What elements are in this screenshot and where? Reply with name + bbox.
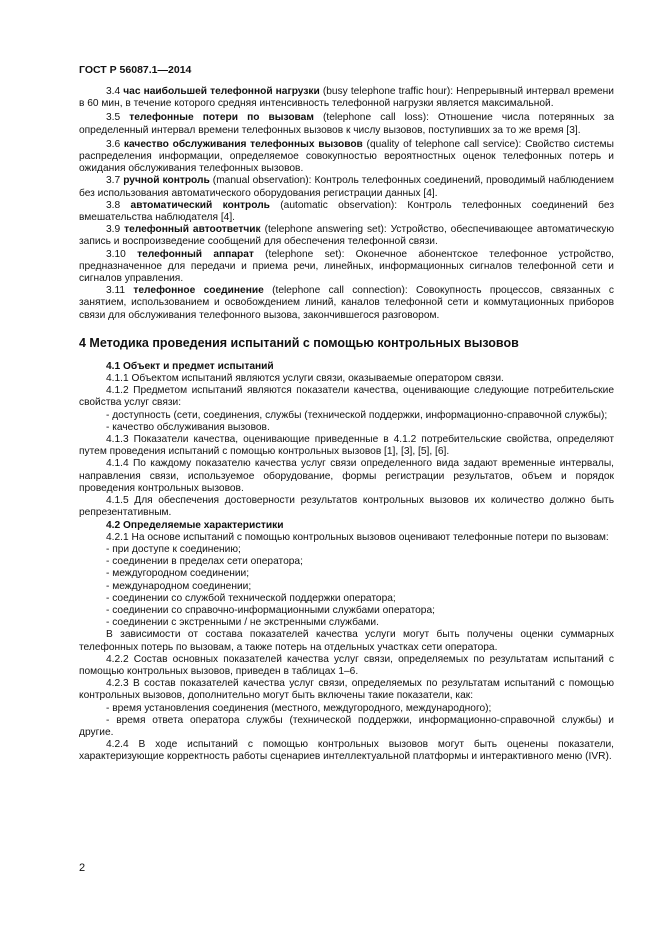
paragraph-4-1-4: 4.1.4 По каждому показателю качества услуг связи определенного вида задают временные интервалы, направления связи, используемое оборудование, формы регистрации результатов, объем и порядок проведения контрольных вызовов.: [79, 458, 614, 494]
definition-3-4: 3.4 час наибольшей телефонной нагрузки (busy telephone traffic hour): Непрерывный интервал времени в 60 мин, в течение которого средняя интенсивность телефонной нагрузки является максимальной.: [79, 86, 614, 110]
document-body: [79, 86, 614, 764]
paragraph-4-2-4: 4.2.4 В ходе испытаний с помощью контрольных вызовов могут быть оценены показатели, характеризующие корректность работы сценариев интеллектуальной платформы и интерактивного меню (IVR).: [79, 739, 614, 763]
definition-3-11: 3.11 телефонное соединение (telephone call connection): Совокупность процессов, связанных с занятием, использованием и освобождением линий, каналов телефонной сети и коммутационных приборов связи для обслуживания телефонного вызова, закончившегося разговором.: [79, 285, 614, 321]
subsection-4-2-title: 4.2 Определяемые характеристики: [106, 519, 284, 531]
list-item: - качество обслуживания вызовов.: [106, 421, 270, 433]
paragraph-4-1-3: 4.1.3 Показатели качества, оценивающие приведенные в 4.1.2 потребительские свойства, определяют путем проведения испытаний с помощью контрольных вызовов [1], [3], [5], [6].: [79, 434, 614, 458]
list-item: - время ответа оператора службы (технической поддержки, информационно-справочной службы) и другие.: [79, 714, 614, 738]
document-header: ГОСТ Р 56087.1—2014: [79, 64, 192, 76]
paragraph-4-2-2: 4.2.2 Состав основных показателей качества услуг связи, определяемых по результатам испытаний с помощью контрольных вызовов, приведен в таблицах 1–6.: [79, 653, 614, 677]
list-item: - соединении с экстренными / не экстренными службами.: [106, 617, 379, 629]
definition-3-9: 3.9 телефонный автоответчик (telephone answering set): Устройство, обеспечивающее автоматическую запись и воспроизведение сообщений для обеспечения телефонной связи.: [79, 224, 614, 248]
section-4-title: 4 Методика проведения испытаний с помощью контрольных вызовов: [79, 335, 519, 350]
definition-3-7: 3.7 ручной контроль (manual observation): Контроль телефонных соединений, проводимый наблюдением без использования автоматического оборудования регистрации данных [4].: [79, 175, 614, 199]
definition-3-6: 3.6 качество обслуживания телефонных вызовов (quality of telephone call service): Свойство системы распределения информации, определяемое совокупностью вероятностных оценок телефонных потерь и ожидания обслуживания телефонных вызовов.: [79, 138, 614, 175]
definition-3-8: 3.8 автоматический контроль (automatic observation): Контроль телефонных соединений без вмешательства наблюдателя [4].: [79, 199, 614, 224]
list-item: - соединении в пределах сети оператора;: [106, 556, 303, 568]
paragraph-4-2-1-after: В зависимости от состава показателей качества услуги могут быть получены оценки суммарных телефонных потерь по вызовам, а также потерь на отдельных участках сети оператора.: [79, 629, 614, 653]
list-item: - при доступе к соединению;: [106, 543, 241, 555]
list-item: - соединении со службой технической поддержки оператора;: [106, 592, 396, 604]
list-item: - междугородном соединении;: [106, 568, 250, 580]
paragraph-4-2-1: 4.2.1 На основе испытаний с помощью контрольных вызовов оценивают телефонные потери по вызовам:: [106, 531, 609, 543]
list-item: - международном соединении;: [106, 580, 252, 592]
paragraph-4-1-5: 4.1.5 Для обеспечения достоверности результатов контрольных вызовов их количество должно быть репрезентативным.: [79, 495, 614, 519]
list-item: - соединении со справочно-информационными службами оператора;: [106, 604, 435, 616]
page-number: 2: [79, 862, 86, 874]
paragraph-4-2-3: 4.2.3 В состав показателей качества услуг связи, определяемых по результатам испытаний с помощью контрольных вызовов, дополнительно могут быть включены такие показатели, как:: [79, 678, 614, 702]
definition-3-10: 3.10 телефонный аппарат (telephone set): Оконечное абонентское телефонное устройство, предназначенное для передачи и приема речи, линейных, информационных сигналов телефонной сети и сигналов управления.: [79, 248, 614, 285]
definition-3-5: 3.5 телефонные потери по вызовам (telephone call loss): Отношение числа потерянных за определенный интервал времени телефонных вызовов к числу вызовов, поступивших за то же время [3].: [79, 112, 614, 136]
list-item: - доступность (сети, соединения, службы (технической поддержки, информационно-справочной службы);: [106, 409, 608, 421]
paragraph-4-1-2: 4.1.2 Предметом испытаний являются показатели качества, оценивающие следующие потребительские свойства услуг связи:: [79, 385, 614, 409]
paragraph-4-1-1: 4.1.1 Объектом испытаний являются услуги связи, оказываемые оператором связи.: [106, 373, 504, 385]
subsection-4-1-title: 4.1 Объект и предмет испытаний: [106, 360, 274, 372]
list-item: - время установления соединения (местного, междугородного, международного);: [106, 702, 492, 714]
